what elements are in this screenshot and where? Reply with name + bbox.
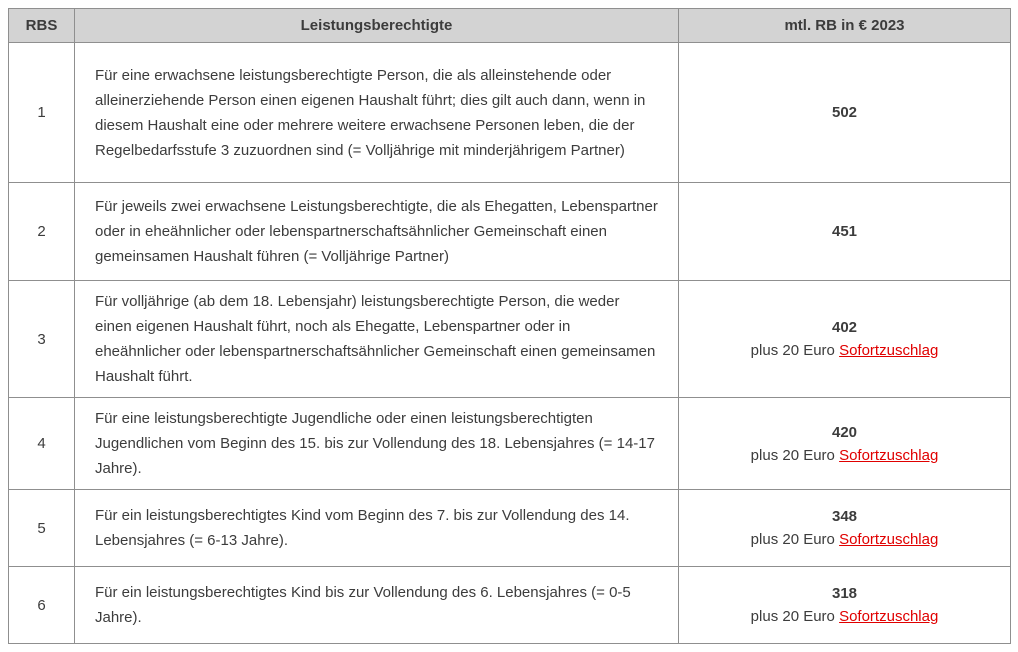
description-cell: Für ein leistungsberechtigtes Kind vom Beginn des 7. bis zur Vollendung des 14. Lebensjahres (= 6-13 Jahre). — [75, 490, 679, 567]
description-cell: Für ein leistungsberechtigtes Kind bis zur Vollendung des 6. Lebensjahres (= 0-5 Jahre). — [75, 567, 679, 644]
description-cell: Für eine leistungsberechtigte Jugendliche oder einen leistungsberechtigten Jugendlichen vom Beginn des 15. bis zur Vollendung des 18. Lebensjahres (= 14-17 Jahre). — [75, 398, 679, 490]
amount-cell — [679, 490, 1011, 567]
header-amount: mtl. RB in € 2023 — [679, 9, 1011, 43]
amount-cell — [679, 567, 1011, 644]
amount-value: 420 — [831, 423, 858, 441]
amount-value: 318 — [831, 585, 858, 602]
amount-cell — [679, 398, 1011, 490]
table-row — [9, 43, 1011, 183]
surcharge-prefix: plus 20 Euro — [750, 531, 835, 548]
table-row — [9, 398, 1011, 490]
surcharge-prefix: plus 20 Euro — [750, 608, 835, 625]
sofortzuschlag-link[interactable]: Sofortzuschlag — [839, 446, 939, 464]
rbs-cell: 1 — [9, 43, 75, 183]
table-row — [9, 281, 1011, 398]
amount-cell — [679, 183, 1011, 281]
surcharge-line — [689, 605, 1000, 628]
sofortzuschlag-link[interactable]: Sofortzuschlag — [839, 608, 939, 625]
header-leistungsberechtigte: Leistungsberechtigte — [75, 9, 679, 43]
surcharge-prefix: plus 20 Euro — [750, 446, 835, 464]
amount-cell — [679, 43, 1011, 183]
sofortzuschlag-link[interactable]: Sofortzuschlag — [839, 342, 939, 359]
rbs-cell: 3 — [9, 281, 75, 398]
surcharge-prefix: plus 20 Euro — [750, 342, 835, 359]
header-row — [9, 9, 1011, 43]
description-cell: Für eine erwachsene leistungsberechtigte Person, die als alleinstehende oder alleinerziehende Person einen eigenen Haushalt führt; dies gilt auch dann, wenn in diesem Haushalt eine oder mehrere weitere erwachsene Personen leben, die der Regelbedarfsstufe 3 zuzuordnen sind (= Volljährige mit minderjährigem Partner) — [75, 43, 679, 183]
table-row — [9, 490, 1011, 567]
amount-value: 502 — [831, 104, 858, 121]
surcharge-line — [689, 528, 1000, 551]
rbs-cell: 6 — [9, 567, 75, 644]
amount-cell — [679, 281, 1011, 398]
regelbedarf-table — [8, 8, 1011, 644]
amount-value: 348 — [831, 508, 858, 525]
rbs-cell: 4 — [9, 398, 75, 490]
sofortzuschlag-link[interactable]: Sofortzuschlag — [839, 531, 939, 548]
rbs-cell: 2 — [9, 183, 75, 281]
rbs-cell: 5 — [9, 490, 75, 567]
table-row — [9, 183, 1011, 281]
surcharge-line — [689, 339, 1000, 362]
surcharge-line — [689, 444, 1000, 467]
amount-value: 402 — [831, 319, 858, 336]
amount-value: 451 — [831, 223, 858, 240]
description-cell: Für jeweils zwei erwachsene Leistungsberechtigte, die als Ehegatten, Lebenspartner oder in eheähnlicher oder lebenspartnerschaftsähnlicher Gemeinschaft einen gemeinsamen Haushalt führen (= Volljährige Partner) — [75, 183, 679, 281]
header-rbs: RBS — [9, 9, 75, 43]
description-cell: Für volljährige (ab dem 18. Lebensjahr) leistungsberechtigte Person, die weder einen eigenen Haushalt führt, noch als Ehegatte, Lebenspartner oder in eheähnlicher oder lebenspartnerschaftsähnlicher Gemeinschaft einen gemeinsamen Haushalt führt. — [75, 281, 679, 398]
table-row — [9, 567, 1011, 644]
